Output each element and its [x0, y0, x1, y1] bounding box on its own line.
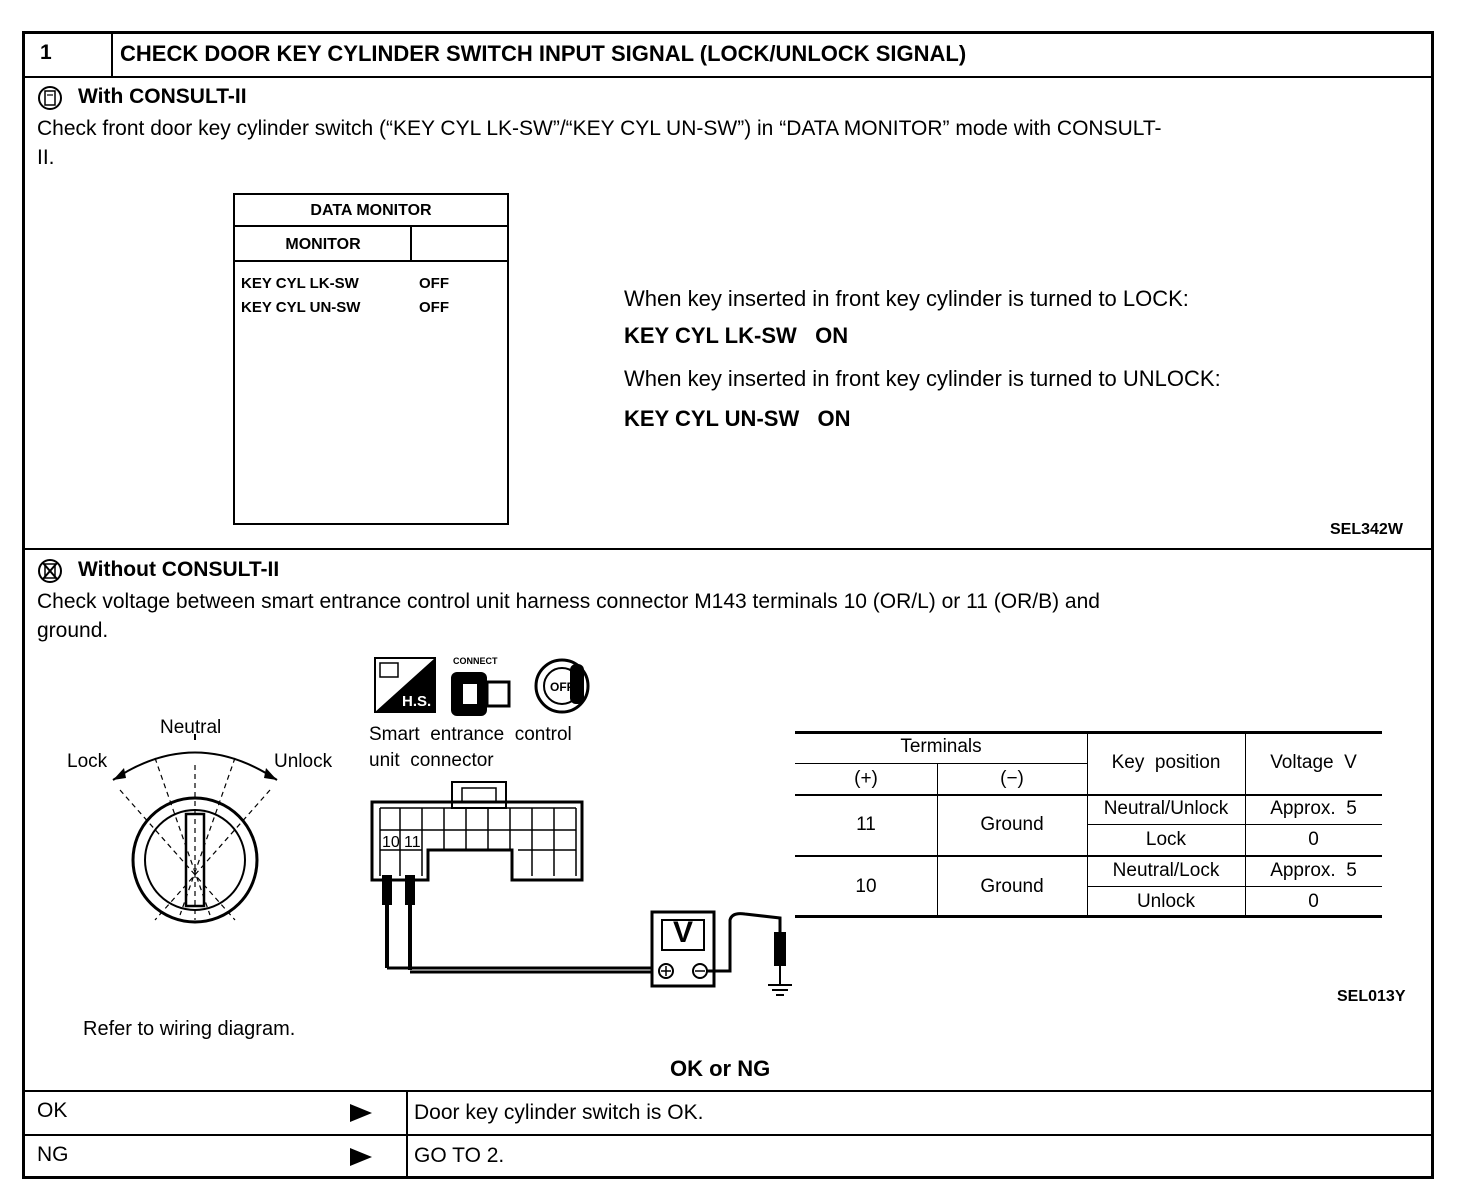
result-col-divider [406, 1090, 408, 1178]
table-cell-position: Neutral/Unlock [1103, 798, 1229, 819]
key-unlock-label: Unlock [274, 751, 333, 772]
connector-label: Smart entrance control [369, 724, 572, 745]
table-top-rule [795, 731, 1382, 734]
dm-divider-1 [235, 225, 507, 227]
result-question: OK or NG [670, 1056, 771, 1081]
data-monitor-title: DATA MONITOR [310, 202, 432, 219]
with-consult-heading: With CONSULT-II [78, 85, 247, 108]
without-consult-instruction: Check voltage between smart entrance control unit harness connector M143 terminals 10 (OR/L) or 11 (OR/B) and [37, 590, 1100, 613]
dm-divider-2 [235, 260, 507, 262]
dm-row-value: OFF [419, 275, 449, 292]
result-label: OK [37, 1099, 68, 1122]
table-bottom-rule [795, 915, 1382, 918]
table-rule [1087, 886, 1382, 887]
key-neutral-label: Neutral [160, 717, 222, 738]
condition-lock-result: KEY CYL LK-SW ON [624, 323, 849, 348]
table-cell-position: Neutral/Lock [1112, 860, 1220, 881]
dm-row-item: KEY CYL UN-SW [241, 299, 361, 316]
table-cell-minus: Ground [980, 876, 1044, 897]
with-consult-instruction: Check front door key cylinder switch (“KEY CYL LK-SW”/“KEY CYL UN-SW”) in “DATA MONITOR” mode with CONSULT- [37, 117, 1162, 140]
harness-side-icon [374, 657, 436, 718]
table-header-minus: (−) [1000, 768, 1024, 789]
result-label: NG [37, 1143, 69, 1166]
table-cell-voltage: 0 [1308, 829, 1319, 850]
no-consult-icon [37, 558, 67, 589]
connector-meter-diagram [360, 780, 810, 1000]
data-monitor-column: MONITOR [285, 236, 361, 253]
table-header-key-position: Key position [1111, 752, 1221, 773]
without-consult-instruction-cont: ground. [37, 619, 109, 642]
condition-lock-text: When key inserted in front key cylinder is turned to LOCK: [624, 286, 1189, 311]
result-action-goto[interactable]: GO TO 2. [414, 1144, 505, 1167]
result-divider [22, 1090, 1434, 1092]
table-header-rule [795, 794, 1382, 796]
connect-label: CONNECT [453, 656, 498, 666]
step-title: CHECK DOOR KEY CYLINDER SWITCH INPUT SIGNAL (LOCK/UNLOCK SIGNAL) [120, 41, 967, 66]
hs-label: H.S. [402, 693, 432, 710]
table-rule [1087, 824, 1382, 825]
table-cell-voltage: Approx. 5 [1270, 798, 1357, 819]
result-action: Door key cylinder switch is OK. [414, 1101, 704, 1124]
step-number: 1 [40, 41, 52, 64]
dm-col-divider [410, 225, 412, 261]
arrow-right-icon [348, 1146, 374, 1168]
table-cell-voltage: Approx. 5 [1270, 860, 1357, 881]
section-divider [22, 548, 1434, 550]
table-rule [795, 855, 1382, 857]
table-header-voltage: Voltage V [1270, 752, 1357, 773]
table-header-terminals: Terminals [900, 736, 982, 757]
key-cylinder-diagram [80, 730, 340, 940]
key-lock-label: Lock [67, 751, 108, 772]
condition-unlock-result: KEY CYL UN-SW ON [624, 406, 851, 431]
connector-label-cont: unit connector [369, 750, 494, 771]
dm-row-value: OFF [419, 299, 449, 316]
table-header-plus: (+) [854, 768, 878, 789]
table-cell-plus: 11 [856, 814, 876, 835]
result-divider [22, 1134, 1434, 1136]
pin-11-label: 11 [404, 834, 421, 851]
without-consult-heading: Without CONSULT-II [78, 558, 280, 581]
figure-code: SEL342W [1330, 521, 1403, 538]
with-consult-instruction-cont: II. [37, 146, 55, 169]
arrow-right-icon [348, 1102, 374, 1124]
ignition-off-icon [530, 656, 596, 721]
voltmeter-symbol: V [673, 916, 694, 949]
table-cell-voltage: 0 [1308, 891, 1319, 912]
figure-code: SEL013Y [1337, 988, 1406, 1005]
table-cell-position: Unlock [1136, 891, 1196, 912]
header-col-divider [111, 31, 113, 77]
dm-row-item: KEY CYL LK-SW [241, 275, 359, 292]
header-divider [22, 76, 1434, 78]
table-rule [795, 763, 1087, 764]
pin-10-label: 10 [382, 834, 400, 851]
condition-unlock-text: When key inserted in front key cylinder is turned to UNLOCK: [624, 366, 1221, 391]
table-cell-position: Lock [1145, 829, 1187, 850]
table-cell-plus: 10 [855, 876, 877, 897]
data-monitor-screen [233, 193, 509, 525]
table-cell-minus: Ground [980, 814, 1044, 835]
off-label: OFF [550, 680, 574, 694]
consult-icon [37, 85, 67, 116]
refer-wiring-link[interactable]: Refer to wiring diagram. [83, 1018, 296, 1040]
